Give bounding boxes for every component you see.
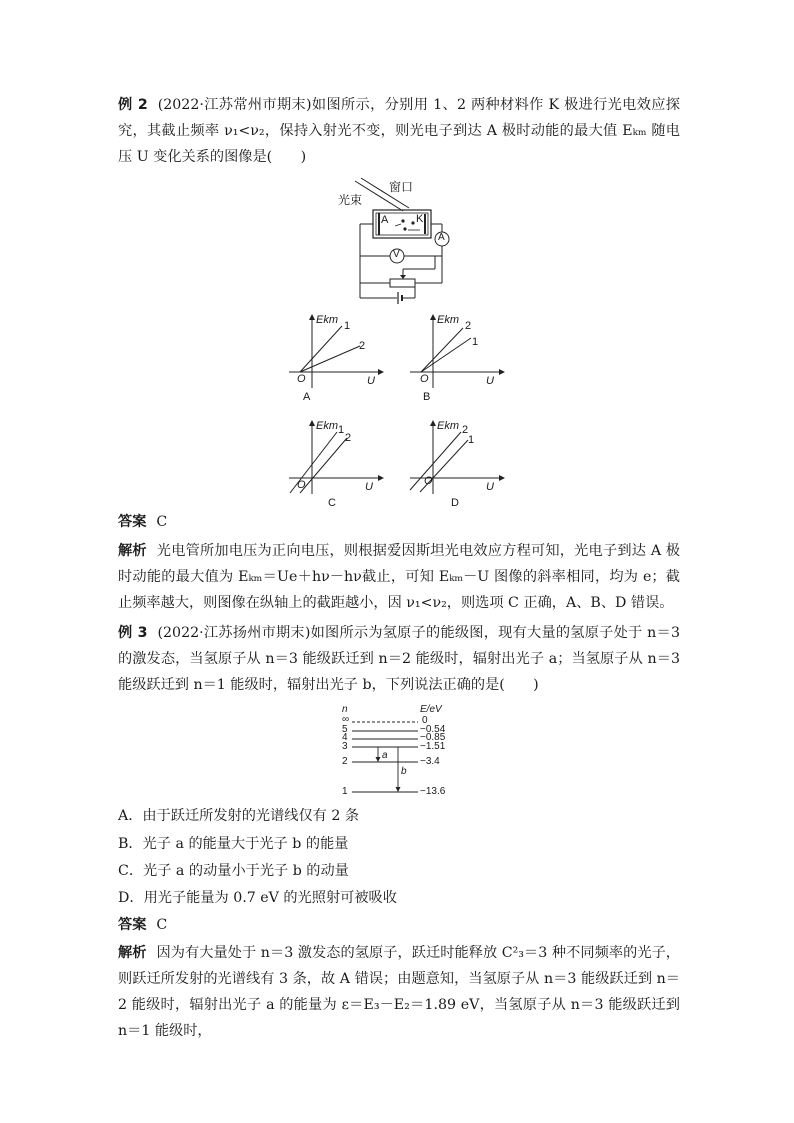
example3-analysis: [118, 940, 680, 1044]
graph-a-xlabel: U: [367, 375, 375, 387]
option-b: B．光子 a 的能量大于光子 b 的能量: [118, 836, 349, 852]
light-beam-label: 光束: [338, 193, 363, 207]
analysis-text: 因为有大量处于 n＝3 激发态的氢原子，跃迁时能释放 C²₃＝3 种不同频率的光子，则跃迁所发射的光谱线有 3 条，故 A 错误；由题意知，当氢原子从 n＝3 能级跃迁到 n＝2 能级时，辐射出光子 a 的能量为 ε＝E₃－E₂＝1.89 eV，当氢原子从 n＝3 能级跃迁到 n＝1 能级时，: [118, 945, 680, 1039]
answer-value: C: [156, 917, 168, 933]
level-n-1: 1: [342, 786, 348, 797]
phototube-circuit-diagram: [335, 176, 465, 304]
e-header: E/eV: [420, 704, 442, 715]
level-e-3: −1.51: [420, 741, 446, 752]
anode-label: A: [381, 214, 389, 226]
graph-b-xlabel: U: [486, 375, 494, 387]
option-c: C．光子 a 的动量小于光子 b 的动量: [118, 863, 349, 879]
n-header: n: [342, 704, 348, 715]
level-e-4: −0.85: [420, 732, 446, 743]
graph-a-letter: A: [303, 391, 311, 403]
graph-option-b: [406, 312, 506, 404]
graph-c-line1: 1: [338, 424, 345, 436]
window-label: 窗口: [389, 180, 414, 194]
level-n-2: 2: [342, 756, 348, 767]
arrow-b-label: b: [401, 766, 407, 777]
graph-c-letter: C: [328, 497, 336, 509]
graph-a-line1: 1: [344, 320, 351, 332]
graph-b-origin: O: [420, 373, 429, 385]
graph-c-xlabel: U: [365, 481, 373, 493]
graph-option-c: [285, 418, 385, 510]
example3-question: [118, 620, 680, 698]
example2-label: 例 2: [118, 97, 148, 113]
ammeter-label: A: [438, 232, 445, 243]
level-e-inf: 0: [422, 715, 428, 726]
graph-a-origin: O: [297, 373, 306, 385]
option-d: D．用光子能量为 0.7 eV 的光照射可被吸收: [118, 890, 397, 906]
level-e-5: −0.54: [420, 724, 446, 735]
answer-label: 答案: [118, 917, 147, 933]
graph-option-a: [285, 312, 385, 404]
answer-value: C: [156, 514, 168, 530]
answer-label: 答案: [118, 514, 147, 530]
example3-text: (2022·江苏扬州市期末)如图所示为氢原子的能级图，现有大量的氢原子处于 n＝3 的激发态，当氢原子从 n＝3 能级跃迁到 n＝2 能级时，辐射出光子 a；当氢原子从 n＝3 能级跃迁到 n＝1 能级时，辐射出光子 b，下列说法正确的是( ): [118, 625, 680, 693]
example3-label: 例 3: [118, 625, 148, 641]
level-e-2: −3.4: [420, 756, 440, 767]
graph-b-line1: 2: [465, 320, 472, 332]
graph-a-ylabel: Ekm: [316, 314, 338, 326]
graph-c-ylabel: Ekm: [316, 420, 338, 432]
analysis-label: 解析: [118, 543, 147, 559]
example2-text: (2022·江苏常州市期末)如图所示，分别用 1、2 两种材料作 K 极进行光电效应探究，其截止频率 ν₁<ν₂，保持入射光不变，则光电子到达 A 极时动能的最大值 Eₖₘ 随电压 U 变化关系的图像是( ): [118, 97, 680, 165]
example2-question: [118, 92, 680, 170]
example2-answer: [118, 509, 680, 535]
graph-c-origin: O: [297, 479, 306, 491]
level-n-inf: ∞: [342, 714, 350, 725]
graph-d-line2: 1: [468, 434, 475, 446]
graph-option-d: [406, 418, 506, 510]
example2-analysis: [118, 538, 680, 616]
graph-d-line1: 2: [462, 424, 469, 436]
graph-b-ylabel: Ekm: [437, 314, 459, 326]
graph-b-line2: 1: [472, 336, 479, 348]
graph-d-origin: O: [424, 475, 433, 487]
graph-d-letter: D: [451, 497, 459, 509]
analysis-text: 光电管所加电压为正向电压，则根据爱因斯坦光电效应方程可知，光电子到达 A 极时动能的最大值为 Eₖₘ＝Ue＋hν－hν截止，可知 Eₖₘ－U 图像的斜率相同，均为 e；截止频率越大，则图像在纵轴上的截距越小，因 ν₁<ν₂，则选项 C 正确，A、B、D 错误。: [118, 543, 680, 611]
analysis-label: 解析: [118, 945, 147, 961]
level-n-3: 3: [342, 741, 348, 752]
cathode-label: K: [416, 213, 424, 225]
graph-c-line2: 2: [345, 432, 352, 444]
graph-d-xlabel: U: [486, 481, 494, 493]
level-n-5: 5: [342, 724, 348, 735]
graph-b-letter: B: [423, 391, 431, 403]
level-n-4: 4: [342, 732, 348, 743]
voltmeter-label: V: [393, 249, 400, 260]
graph-a-line2: 2: [359, 340, 366, 352]
arrow-a-label: a: [382, 750, 388, 761]
example3-answer: [118, 912, 680, 938]
graph-d-ylabel: Ekm: [437, 420, 459, 432]
energy-level-diagram: [340, 704, 460, 802]
option-a: A．由于跃迁所发射的光谱线仅有 2 条: [118, 808, 360, 824]
level-e-1: −13.6: [420, 786, 446, 797]
